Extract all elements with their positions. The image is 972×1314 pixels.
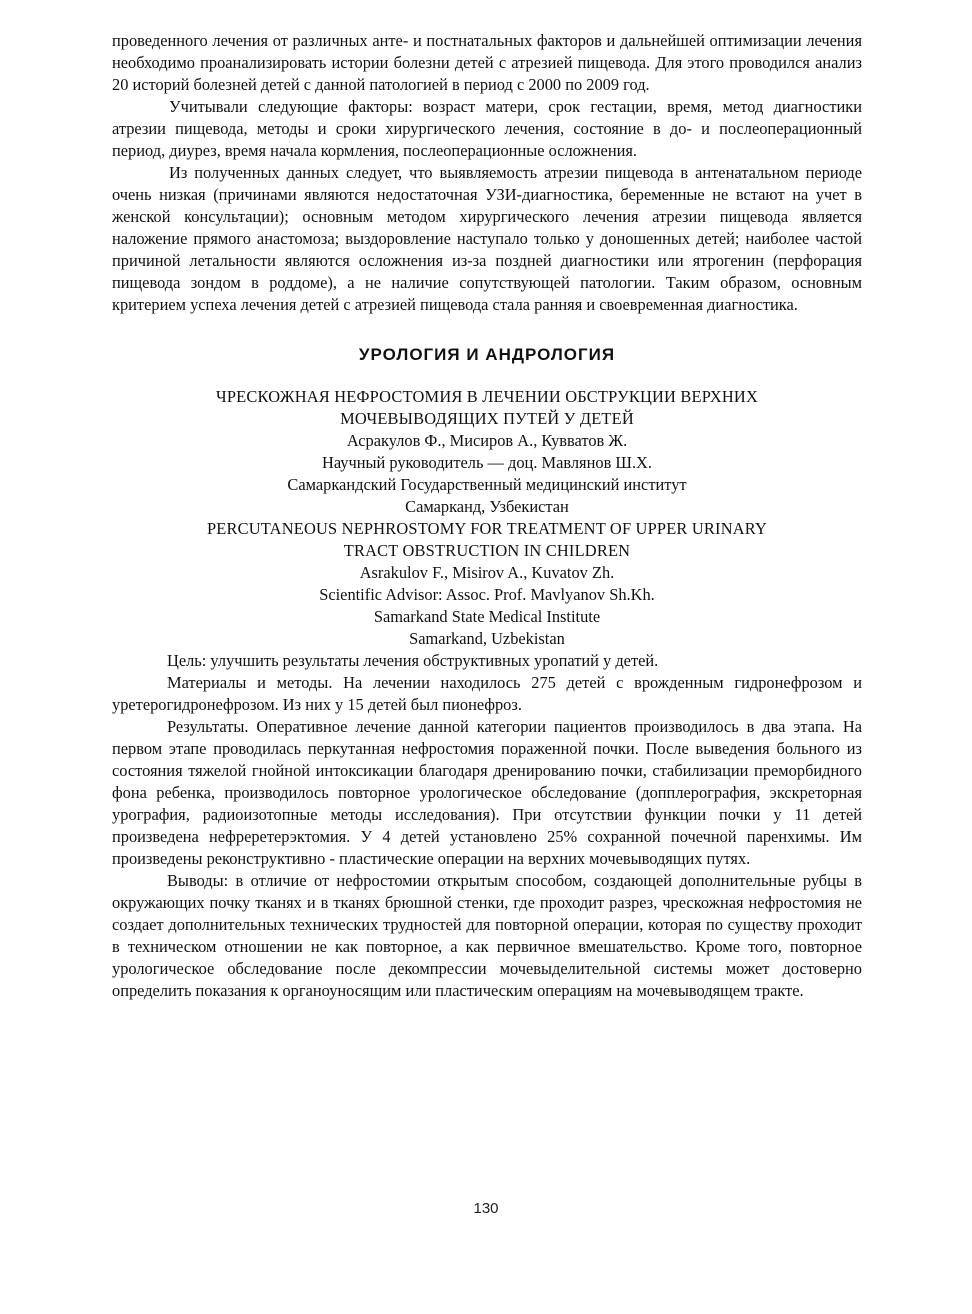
- city-ru: Самарканд, Узбекистан: [405, 497, 569, 516]
- abstract-conclusions: Выводы: в отличие от нефростомии открытым способом, создающей дополнительные рубцы в окружающих почку тканях и в тканях брюшной стенки, где проходит разрез, чрескожная нефростомия не создает дополнительных технических трудностей для повторной операции, которая по существу проходит в техническом отношении не как повторное, а как первичное вмешательство. Кроме того, повторное урологическое обследование после декомпрессии мочевыделительной системы может достоверно определить показания к органоуносящим или пластическим операциям на мочевыводящем тракте.: [112, 871, 862, 1000]
- article-title-ru: ЧРЕСКОЖНАЯ НЕФРОСТОМИЯ В ЛЕЧЕНИИ ОБСТРУКЦИИ ВЕРХНИХ МОЧЕВЫВОДЯЩИХ ПУТЕЙ У ДЕТЕЙ: [215, 387, 759, 428]
- abstract-results: Результаты. Оперативное лечение данной категории пациентов производилось в два этапа. На первом этапе проводилась перкутанная нефростомия пораженной почки. После выведения больного из состояния тяжелой гнойной интоксикации благодаря дренированию почки, стабилизации преморбидного фона ребенка, производилось повторное урологическое обследование (допплерография, экскреторная урография, радиоизотопные методы исследования). При отсутствии функции почки у 11 детей произведена нефреретерэктомия. У 4 детей установлено 25% сохранной почечной паренхимы. Им произведены реконструктивно - пластические операции на верхних мочевыводящих путях.: [112, 717, 862, 868]
- intro-paragraph-3: Из полученных данных следует, что выявляемость атрезии пищевода в антенатальном периоде очень низкая (причинами являются недостаточная УЗИ-диагностика, беременные не встают на учет в женской консультации); основным методом хирургического лечения атрезии пищевода является наложение прямого анастомоза; выздоровление наступало только у доношенных детей; наиболее частой причиной летальности являются осложнения из-за поздней диагностики или ятрогенин (перфорация пищевода зондом в роддоме), а не наличие сопутствующей патологии. Таким образом, основным критерием успеха лечения детей с атрезией пищевода стала ранняя и своевременная диагностика.: [112, 163, 862, 314]
- city-en: Samarkand, Uzbekistan: [409, 629, 565, 648]
- intro-paragraph-2: Учитывали следующие факторы: возраст матери, срок гестации, время, метод диагностики атрезии пищевода, методы и сроки хирургического лечения, состояние в до- и послеоперационный период, диурез, время начала кормления, послеоперационные осложнения.: [112, 97, 862, 160]
- page-number: 130: [473, 1200, 499, 1217]
- article-abstract: [112, 650, 862, 1002]
- abstract-goal: Цель: улучшить результаты лечения обструктивных уропатий у детей.: [167, 651, 659, 670]
- document-page: [112, 30, 862, 1002]
- intro-paragraph-1: проведенного лечения от различных анте- и постнатальных факторов и дальнейшей оптимизации лечения необходимо проанализировать истории болезни детей с атрезией пищевода. Для этого проводился анализ 20 историй болезней детей с данной патологией в период с 2000 по 2009 год.: [112, 31, 862, 94]
- article-title-en: PERCUTANEOUS NEPHROSTOMY FOR TREATMENT OF UPPER URINARY TRACT OBSTRUCTION IN CHILDREN: [206, 519, 768, 560]
- article-header: [112, 386, 862, 650]
- institution-en: Samarkand State Medical Institute: [373, 607, 601, 626]
- section-heading: УРОЛОГИЯ И АНДРОЛОГИЯ: [358, 345, 616, 364]
- abstract-methods: Материалы и методы. На лечении находилось 275 детей с врожденным гидронефрозом и уретерогидронефрозом. Из них у 15 детей был пионефроз.: [112, 673, 862, 714]
- advisor-en: Scientific Advisor: Assoc. Prof. Mavlyanov Sh.Kh.: [319, 585, 655, 604]
- advisor-ru: Научный руководитель — доц. Мавлянов Ш.Х.: [322, 453, 652, 472]
- authors-ru: Асракулов Ф., Мисиров А., Кувватов Ж.: [346, 431, 628, 450]
- authors-en: Asrakulov F., Misirov A., Kuvatov Zh.: [359, 563, 615, 582]
- institution-ru: Самаркандский Государственный медицинский институт: [287, 475, 687, 494]
